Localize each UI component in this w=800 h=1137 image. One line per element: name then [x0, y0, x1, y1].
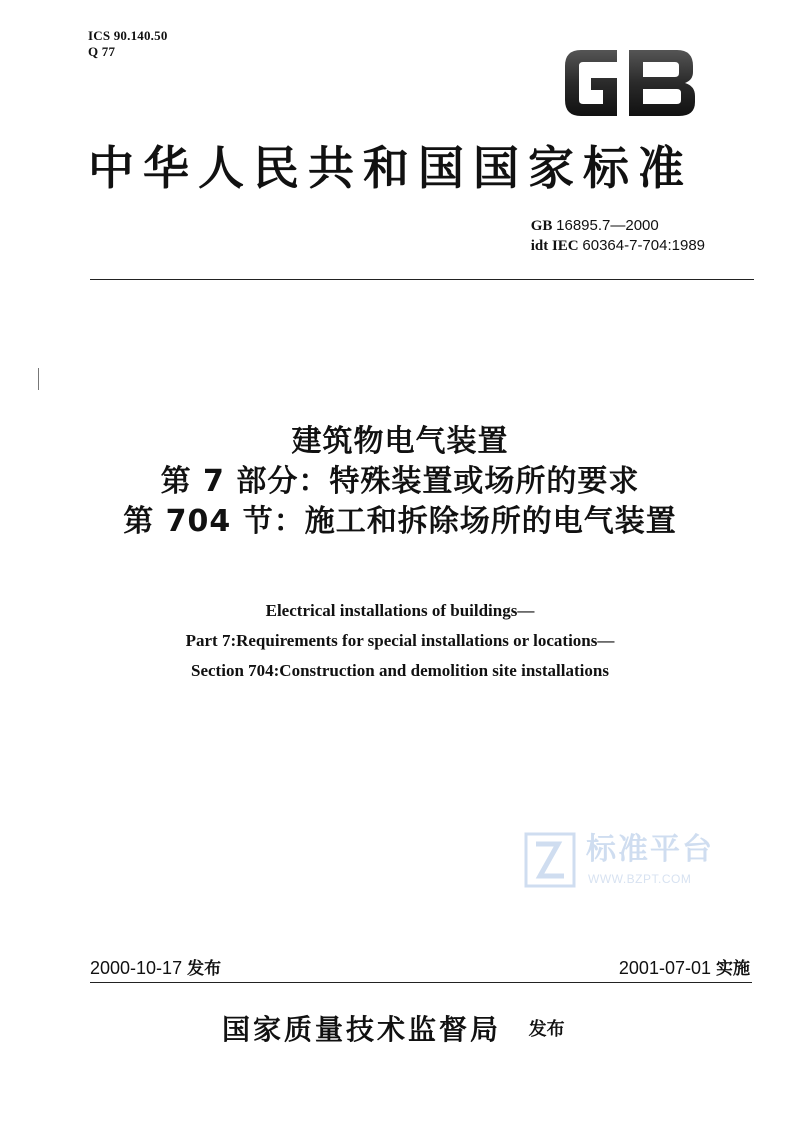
issuer-name: 国家质量技术监督局	[222, 1013, 502, 1046]
english-titles	[0, 596, 800, 686]
top-divider	[90, 279, 754, 280]
standard-numbers	[531, 216, 705, 256]
issuer-action: 发布	[528, 1019, 565, 1040]
gb-logo-icon	[555, 40, 705, 126]
category-code: Q 77	[88, 44, 116, 59]
ics-code: ICS 90.140.50	[88, 28, 168, 43]
issue-date	[90, 957, 221, 980]
issue-date-value: 2000-10-17	[90, 958, 183, 978]
watermark-logo-icon	[524, 832, 576, 888]
idt-number: 60364-7-704:1989	[582, 237, 705, 254]
chinese-titles	[0, 422, 800, 542]
watermark-url: WWW.BZPT.COM	[588, 872, 692, 886]
idt-number-line	[531, 236, 705, 256]
chinese-title-line-2: 第 7 部分：特殊装置或场所的要求	[160, 464, 640, 499]
issue-date-label: 发布	[187, 959, 222, 979]
english-title-line-3: Section 704:Construction and demolition site installations	[191, 661, 609, 680]
english-title-line-1: Electrical installations of buildings—	[265, 601, 535, 620]
watermark	[524, 826, 724, 892]
chinese-title-line-1: 建筑物电气装置	[291, 424, 509, 459]
main-title: 中华人民共和国国家标准	[88, 141, 693, 195]
classification-codes	[88, 28, 168, 60]
implement-date	[619, 957, 750, 980]
standard-number: 16895.7—2000	[556, 217, 659, 234]
standard-number-line	[531, 216, 705, 236]
issuer	[222, 1012, 565, 1048]
implement-date-label: 实施	[716, 959, 750, 979]
implement-date-value: 2001-07-01	[618, 958, 711, 978]
english-title-line-2: Part 7:Requirements for special installations or locations—	[185, 631, 615, 650]
idt-prefix: idt IEC	[530, 238, 579, 254]
watermark-text: 标准平台	[586, 832, 714, 867]
standard-number-prefix: GB	[530, 218, 553, 234]
chinese-title-line-3: 第 704 节：施工和拆除场所的电气装置	[123, 504, 677, 539]
margin-mark	[38, 368, 39, 390]
bottom-divider	[90, 982, 752, 983]
